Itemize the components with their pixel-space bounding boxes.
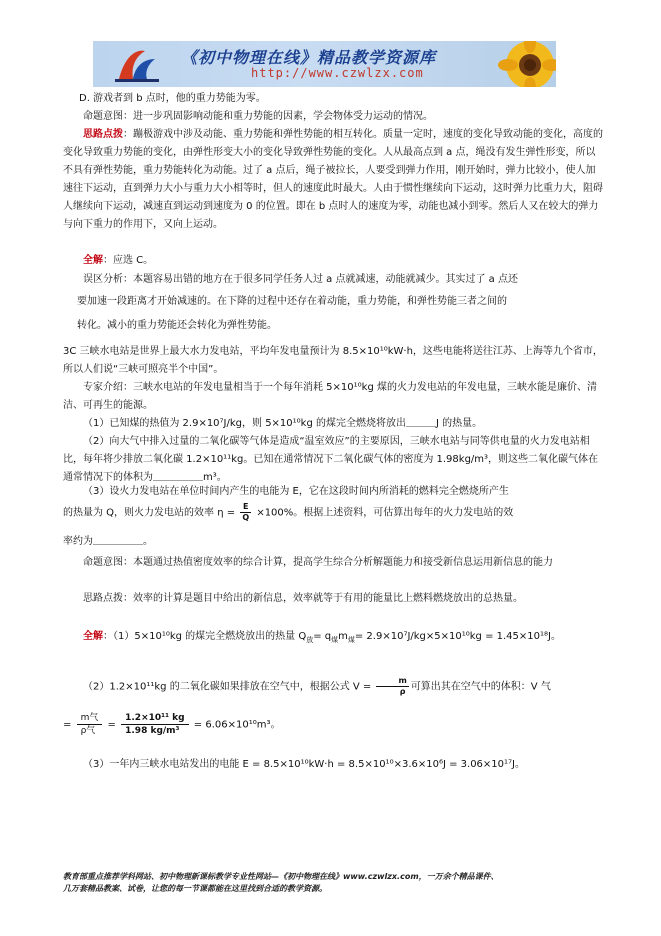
option-d: D. 游戏者到 b 点时，他的重力势能为零。 — [79, 93, 266, 104]
think-2: 思路点拨：效率的计算是题目中给出的新信息，效率就等于有用的能量比上燃料燃烧放出的总热量。 — [83, 593, 523, 604]
symbolic-denominator: ρ气 — [80, 726, 96, 736]
banner-title: 《初中物理在线》精品教学资源库 — [181, 48, 437, 67]
answer-2-sub-q: 放 — [306, 636, 314, 644]
sunflower-icon — [494, 41, 556, 87]
banner-url: http://www.czwlzx.com — [251, 66, 424, 80]
answer-2-sub-m2: 煤 — [347, 636, 355, 644]
think-1 — [63, 126, 603, 234]
formula-numerator: m — [376, 676, 408, 687]
intent-1: 命题意图：进一步巩固影响动能和重力势能的因素，学会物体受力运动的情况。 — [83, 111, 433, 122]
ans2-text-b: 可算出其在空气中的体积：V 气 — [410, 681, 551, 693]
sub-question-3b — [63, 502, 513, 523]
fraction-denominator: Q — [242, 513, 250, 522]
answer-2 — [63, 628, 603, 649]
numeric-numerator: 1.2×10¹¹ kg — [121, 712, 188, 725]
footer-line-2: 几万套精品教案、试卷，让您的每一节课都能在这里找到合适的教学资源。 — [63, 884, 327, 893]
answer-2-tail: = 2.9×10⁷J/kg×5×10¹⁰kg = 1.45×10¹⁸J。 — [354, 631, 561, 642]
question-3c: 3C 三峡水电站是世界上最大水力发电站，平均年发电量预计为 8.5×10¹⁰kW·h，这些电能将送往江苏、上海等九个省市，所以人们说“三峡可照亮半个中国”。 — [63, 346, 603, 375]
answer-2-mid: = q — [313, 631, 332, 642]
header-banner — [93, 41, 556, 87]
answer-2-text: ：（1）5×10¹⁰kg 的煤完全燃烧放出的热量 Q — [103, 631, 307, 642]
error-1a: 误区分析：本题容易出错的地方在于很多同学任务人过 a 点就减速，动能就减少。其实过了 a 点还 — [83, 274, 518, 285]
fraction-numerator: E — [240, 502, 251, 513]
think-1-text: ：蹦极游戏中涉及动能、重力势能和弹性势能的相互转化。质量一定时，速度的变化导致动能的变化，高度的变化导致重力势能的变化，由弹性形变大小的变化导致弹性势能的变化。人从最高点到 a 点，绳没有发生弹性形变，所以不具有弹性势能，重力势能转化为动能。过了 a 点后，绳子被拉长，人要受到弹力作用，刚开始时，弹力比较小，使人加速往下运动，直到弹力大小与重力大小相等时，但人的速度此时最大。人由于惯性继续向下运动，这时弹力比重力大，阻碍人继续向下运动，减速直到运动到速度为 0 的位置。即在 b 点时人的速度为零，动能也减小到零。然后人又在较大的弹力与向下重力的作用下，又向上运动。 — [63, 129, 603, 230]
volume-result: = 6.06×10¹⁰m³。 — [193, 719, 281, 731]
answer-2-part3: （3）一年内三峡水电站发出的电能 E = 8.5×10¹⁰kW·h = 8.5×10¹⁰×3.6×10⁶J = 3.06×10¹⁷J。 — [83, 759, 525, 770]
sub3-text-b: ×100%。根据上述资料，可估算出每年的火力发电站的效 — [256, 507, 514, 519]
site-logo-icon — [111, 45, 163, 85]
volume-fraction-symbolic — [77, 712, 103, 737]
efficiency-fraction — [240, 502, 251, 523]
sub-question-2: （2）向大气中排入过量的二氧化碳等气体是造成“温室效应”的主要原因，三峡水电站与同等供电量的火力发电站相比，每年将少排放二氧化碳 1.2×10¹¹kg。已知在通常情况下二氧化碳气体的密度为 1.98kg/m³，则这些二氧化碳气体在通常情况下的体积为＿＿＿＿＿m³。 — [63, 436, 599, 483]
sub3-text-a: 的热量为 Q，则火力发电站的效率 η = — [63, 507, 236, 519]
answer-1-label: 全解 — [83, 255, 103, 266]
sub-question-1: （1）已知煤的热值为 2.9×10⁷J/kg，则 5×10¹⁰kg 的煤完全燃烧将放出＿＿＿J 的热量。 — [83, 418, 483, 429]
sub-question-3c: 率约为＿＿＿＿＿。 — [63, 536, 153, 547]
answer-1-text: ：应选 C。 — [103, 255, 154, 266]
answer-2-sub-m: 煤 — [331, 636, 339, 644]
symbolic-numerator: m气 — [77, 712, 103, 725]
page-footer — [63, 871, 603, 895]
formula-denominator: ρ — [399, 687, 406, 696]
ans2-text-a: （2）1.2×10¹¹kg 的二氧化碳如果排放在空气中，根据公式 V = — [83, 681, 372, 693]
answer-1 — [63, 252, 153, 270]
intent-2: 命题意图：本题通过热值密度效率的综合计算，提高学生综合分析解题能力和接受新信息运用新信息的能力 — [83, 557, 553, 568]
footer-line-1: 教育部重点推荐学科网站、初中物理新课标教学专业性网站—《初中物理在线》www.czwlzx.com，一万余个精品课件、 — [63, 872, 499, 881]
expert-intro: 专家介绍：三峡水电站的年发电量相当于一个每年消耗 5×10¹⁰kg 煤的火力发电站的年发电量，三峡水能是廉价、清洁、可再生的能源。 — [63, 382, 597, 411]
error-1b: 要加速一段距离才开始减速的。在下降的过程中还存在着动能，重力势能，和弹性势能三者之间的 — [77, 296, 507, 307]
volume-fraction-numeric — [121, 712, 188, 737]
volume-equation — [63, 712, 280, 737]
think-1-label: 思路点拨 — [83, 129, 123, 140]
answer-2-part2 — [63, 676, 551, 697]
density-formula-fraction — [376, 676, 408, 697]
eq-sign-1: = — [63, 719, 72, 731]
error-1c: 转化。减小的重力势能还会转化为弹性势能。 — [77, 320, 277, 331]
answer-2-m: m — [338, 631, 348, 642]
numeric-denominator: 1.98 kg/m³ — [125, 726, 180, 736]
eq-sign-2: = — [107, 719, 116, 731]
sub-question-3a: （3）设火力发电站在单位时间内产生的电能为 E，它在这段时间内所消耗的燃料完全燃烧所产生 — [83, 486, 509, 497]
answer-2-label: 全解 — [83, 631, 103, 642]
